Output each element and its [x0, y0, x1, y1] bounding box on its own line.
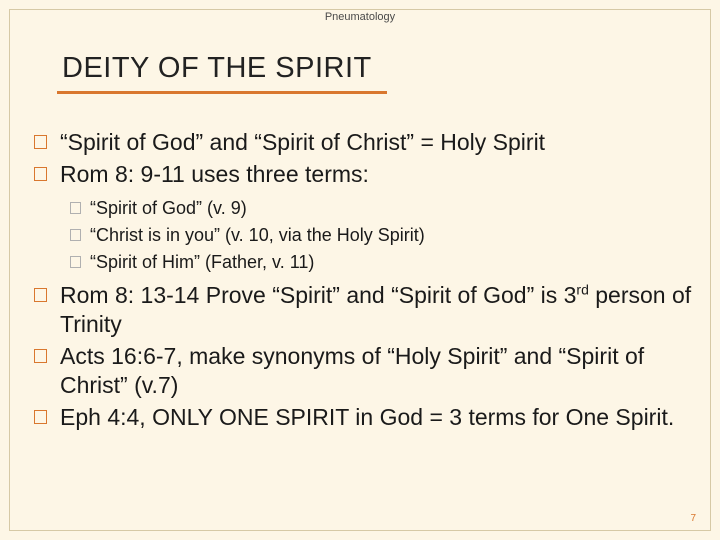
bullet-item [34, 281, 704, 339]
bullet-text: “Spirit of God” and “Spirit of Christ” = Holy Spirit [60, 129, 546, 155]
checkbox-bullet-icon [34, 349, 47, 363]
page-number: 7 [690, 513, 696, 524]
slide-title: DEITY OF THE SPIRIT [62, 52, 372, 84]
checkbox-bullet-icon [70, 202, 81, 214]
bullet-list [34, 128, 704, 435]
sub-bullet-text: “Christ is in you” (v. 10, via the Holy Spirit) [90, 225, 425, 245]
bullet-text: Acts 16:6-7, make synonyms of “Holy Spirit” and “Spirit of Christ” (v.7) [60, 343, 645, 398]
ordinal-suffix: rd [576, 281, 589, 298]
sub-bullet-text: “Spirit of God” (v. 9) [90, 198, 247, 218]
sub-bullet-item [34, 222, 704, 249]
bullet-text [60, 282, 691, 337]
bullet-item [34, 403, 704, 432]
bullet-text: Rom 8: 9-11 uses three terms: [60, 161, 369, 187]
header-text: Pneumatology [324, 11, 396, 23]
bullet-text: Eph 4:4, ONLY ONE SPIRIT in God = 3 terms for One Spirit. [60, 404, 675, 430]
bullet-item [34, 128, 704, 157]
bullet-item [34, 160, 704, 189]
checkbox-bullet-icon [70, 229, 81, 241]
bullet-text-tail: person of Trinity [60, 282, 692, 337]
title-underline [57, 91, 387, 94]
checkbox-bullet-icon [34, 410, 47, 424]
bullet-item [34, 342, 704, 400]
sub-bullet-item [34, 249, 704, 276]
sub-bullet-list [34, 195, 704, 276]
checkbox-bullet-icon [34, 288, 47, 302]
sub-bullet-item [34, 195, 704, 222]
checkbox-bullet-icon [70, 256, 81, 268]
sub-bullet-text: “Spirit of Him” (Father, v. 11) [90, 252, 315, 272]
checkbox-bullet-icon [34, 167, 47, 181]
checkbox-bullet-icon [34, 135, 47, 149]
bullet-text-main: Rom 8: 13-14 Prove “Spirit” and “Spirit of God” is 3 [60, 282, 577, 308]
